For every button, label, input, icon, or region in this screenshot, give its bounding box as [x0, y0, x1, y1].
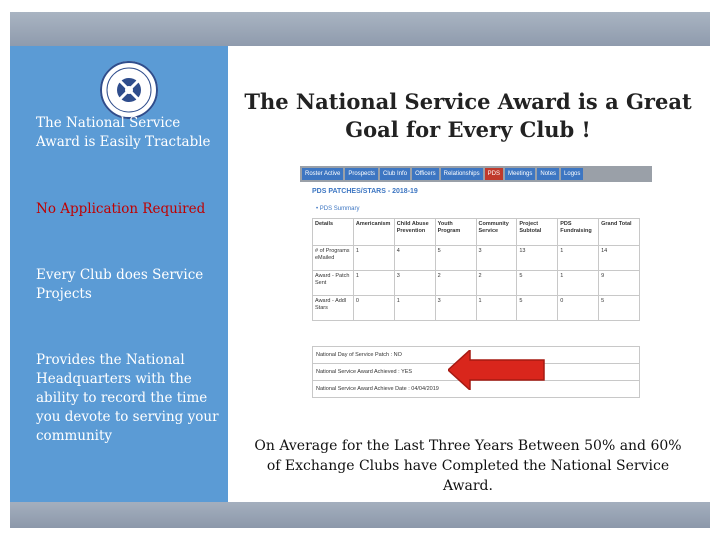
table-cell: 3: [394, 271, 435, 296]
table-cell: 2: [435, 271, 476, 296]
portal-tab-bar: [300, 166, 652, 182]
pds-panel-title: PDS PATCHES/STARS - 2018-19: [312, 188, 418, 195]
tab-pds[interactable]: PDS: [485, 168, 503, 180]
table-cell: 1: [558, 271, 599, 296]
sidebar-point-headquarters: Provides the National Headquarters with the ability to record the time you devote to serving your community: [36, 352, 219, 444]
tab-notes[interactable]: Notes: [537, 168, 559, 180]
tab-club-info[interactable]: Club Info: [380, 168, 410, 180]
tab-logos[interactable]: Logos: [561, 168, 583, 180]
table-row: [313, 246, 640, 271]
table-cell: 3: [476, 246, 517, 271]
sidebar-point-service-projects: Every Club does Service Projects: [36, 267, 204, 302]
table-cell: 2: [476, 271, 517, 296]
pds-summary-toggle[interactable]: • PDS Summary: [316, 206, 360, 212]
tab-roster-active[interactable]: Roster Active: [302, 168, 343, 180]
national-day-of-service-status: National Day of Service Patch : NO: [312, 346, 640, 364]
table-row: [313, 271, 640, 296]
no-application-note: No Application Required: [36, 201, 206, 217]
column-header: Details: [313, 219, 354, 246]
tab-meetings[interactable]: Meetings: [505, 168, 535, 180]
table-row: [313, 296, 640, 321]
table-header-row: [313, 219, 640, 246]
pds-summary-table: [312, 218, 640, 321]
table-cell: Award - Patch Sent: [313, 271, 354, 296]
column-header: Grand Total: [599, 219, 640, 246]
table-cell: 14: [599, 246, 640, 271]
table-cell: 4: [394, 246, 435, 271]
column-header: Americanism: [353, 219, 394, 246]
tab-officers[interactable]: Officers: [412, 168, 439, 180]
tab-prospects[interactable]: Prospects: [345, 168, 378, 180]
table-cell: 1: [353, 271, 394, 296]
table-cell: 13: [517, 246, 558, 271]
column-header: Community Service: [476, 219, 517, 246]
sidebar: [10, 46, 228, 502]
slide-caption: On Average for the Last Three Years Between 50% and 60% of Exchange Clubs have Completed the National Service Award.: [254, 438, 682, 494]
column-header: Child Abuse Prevention: [394, 219, 435, 246]
table-cell: 1: [558, 246, 599, 271]
bottom-bar: [10, 502, 710, 528]
table-cell: 5: [435, 246, 476, 271]
table-cell: # of Programs eMailed: [313, 246, 354, 271]
tab-relationships[interactable]: Relationships: [441, 168, 483, 180]
table-cell: 1: [476, 296, 517, 321]
top-bar: [10, 12, 710, 46]
table-cell: 5: [517, 296, 558, 321]
column-header: Project Subtotal: [517, 219, 558, 246]
table-cell: 5: [599, 296, 640, 321]
table-cell: 3: [435, 296, 476, 321]
slide-title: The National Service Award is a Great Goal for Every Club !: [244, 89, 692, 142]
table-cell: 1: [353, 246, 394, 271]
sidebar-heading: The National Service Award is Easily Tractable: [36, 115, 211, 150]
table-cell: 0: [353, 296, 394, 321]
national-service-award-status: National Service Award Achieved : YES: [312, 363, 640, 381]
national-service-award-date: National Service Award Achieve Date : 04/04/2019: [312, 380, 640, 398]
table-cell: 0: [558, 296, 599, 321]
table-cell: 9: [599, 271, 640, 296]
exchange-club-logo-icon: [100, 61, 158, 119]
table-cell: 5: [517, 271, 558, 296]
column-header: PDS Fundraising: [558, 219, 599, 246]
table-cell: 1: [394, 296, 435, 321]
table-cell: Award - Addl Stars: [313, 296, 354, 321]
column-header: Youth Program: [435, 219, 476, 246]
left-arrow-icon: [448, 350, 546, 394]
